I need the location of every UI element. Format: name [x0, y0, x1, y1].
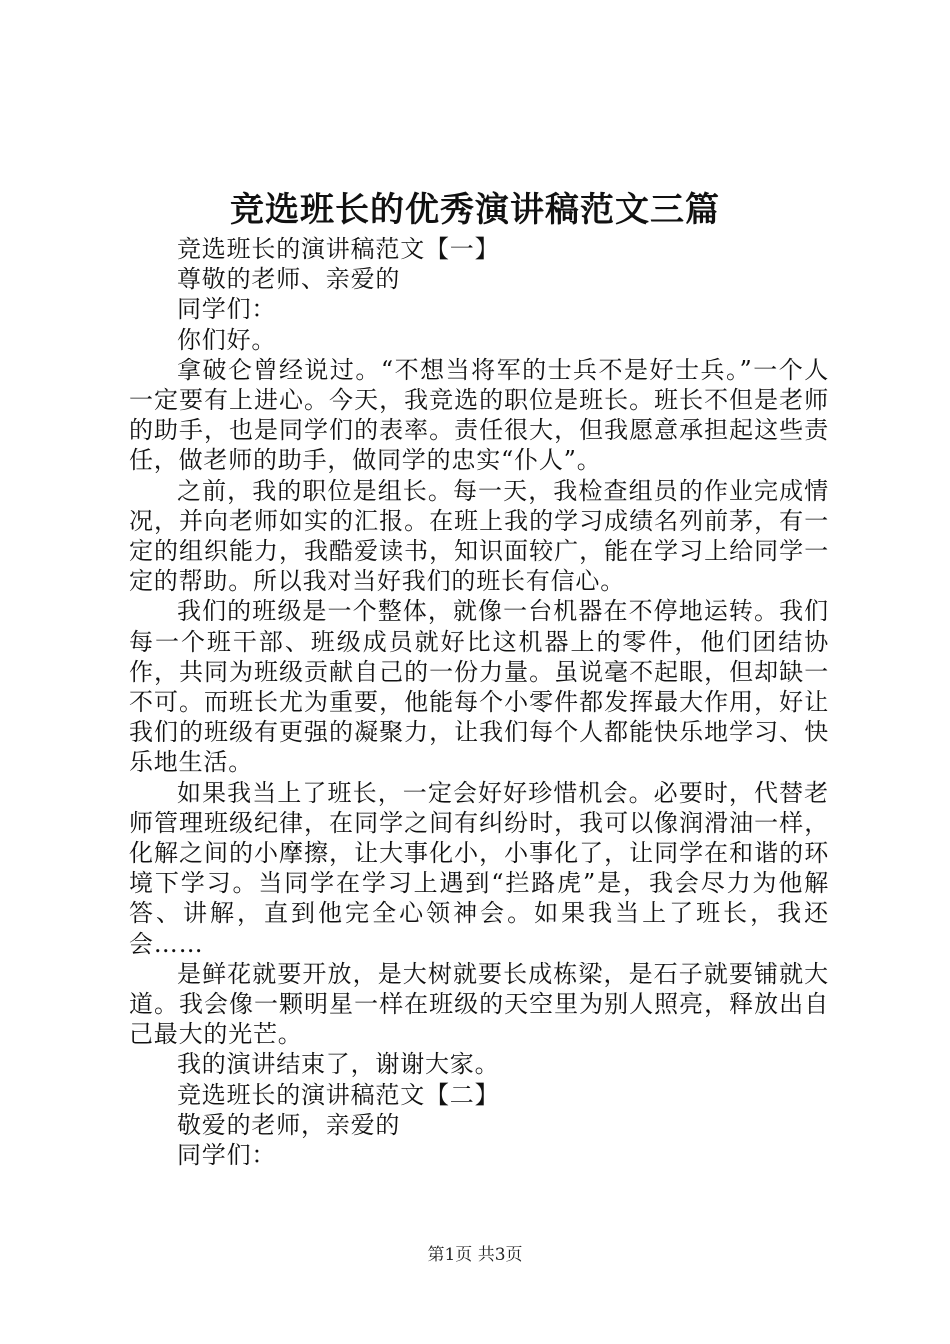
document-title: 竞选班长的优秀演讲稿范文三篇	[230, 190, 720, 230]
salutation-line: 同学们：	[177, 1141, 277, 1170]
document-body	[129, 234, 829, 1170]
page-number-footer: 第1页 共3页	[427, 1245, 523, 1265]
section-heading-2: 竞选班长的演讲稿范文【二】	[177, 1080, 500, 1109]
body-paragraph: 我们的班级是一个整体，就像一台机器在不停地运转。我们每一个班干部、班级成员就好比这机器上的零件，他们团结协作，共同为班级贡献自己的一份力量。虽说毫不起眼，但却缺一不可。而班长尤为重要，他能每个小零件都发挥最大作用，好让我们的班级有更强的凝聚力，让我们每个人都能快乐地学习、快乐地生活。	[129, 597, 829, 777]
salutation-line: 敬爱的老师，亲爱的	[177, 1110, 401, 1139]
body-paragraph: 如果我当上了班长，一定会好好珍惜机会。必要时，代替老师管理班级纪律，在同学之间有纠纷时，我可以像润滑油一样，化解之间的小摩擦，让大事化小，小事化了，让同学在和谐的环境下学习。当同学在学习上遇到“拦路虎”是，我会尽力为他解答、讲解，直到他完全心领神会。如果我当上了班长，我还会……	[129, 778, 829, 958]
body-paragraph: 之前，我的职位是组长。每一天，我检查组员的作业完成情况，并向老师如实的汇报。在班上我的学习成绩名列前茅，有一定的组织能力，我酷爱读书，知识面较广，能在学习上给同学一定的帮助。所以我对当好我们的班长有信心。	[129, 476, 829, 596]
section-heading-1: 竞选班长的演讲稿范文【一】	[177, 235, 500, 263]
body-paragraph: 是鲜花就要开放，是大树就要长成栋梁，是石子就要铺就大道。我会像一颗明星一样在班级的天空里为别人照亮，释放出自己最大的光芒。	[129, 959, 829, 1049]
salutation-line: 尊敬的老师、亲爱的	[177, 265, 401, 294]
greeting-paragraph: 你们好。	[177, 325, 277, 354]
body-paragraph: 拿破仑曾经说过。“不想当将军的士兵不是好士兵。”一个人一定要有上进心。今天，我竞选的职位是班长。班长不但是老师的助手，也是同学们的表率。责任很大，但我愿意承担起这些责任，做老师的助手，做同学的忠实“仆人”。	[129, 355, 829, 475]
salutation-line: 同学们：	[177, 295, 277, 324]
closing-paragraph: 我的演讲结束了，谢谢大家。	[177, 1050, 500, 1079]
